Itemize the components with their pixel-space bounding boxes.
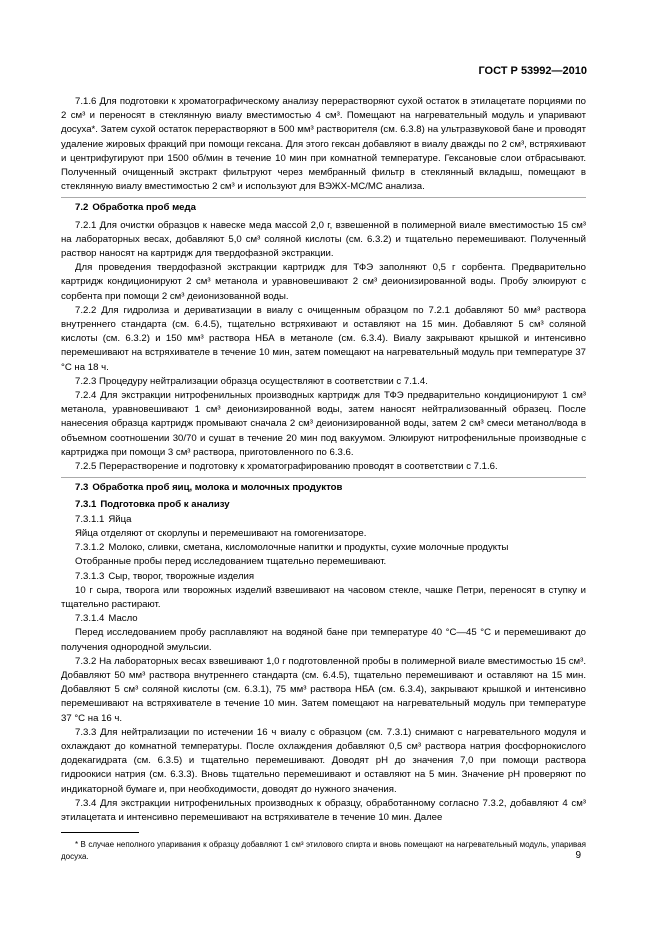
section-title: Подготовка проб к анализу <box>100 499 230 511</box>
paragraph-7-3-3: 7.3.3 Для нейтрализации по истечении 16 ч виалу с образцом (см. 7.3.1) снимают с нагревательного модуля и охлаждают до комнатной температуры. После охлаждения добавляют 0,5 см³ раствора натрия фосфорнокислого додекагидрата (см. 6.3.5) и тщательно перемешивают. Доводят рН до значения 7,0 при помощи раствора гидроокиси натрия (см. 6.3.3). Вновь тщательно перемешивают и оставляют на 5 мин. Значение рН проверяют по индикаторной бумаге и, при необходимости, доводят до нужного значения. <box>61 726 586 795</box>
subsection-7-3-1-4 <box>61 612 586 626</box>
subsection-number: 7.3.1.1 <box>75 513 105 525</box>
subsection-number: 7.3.1.2 <box>75 542 105 554</box>
paragraph-7-3-4: 7.3.4 Для экстракции нитрофенильных производных к образцу, обработанному согласно 7.3.2, добавляют 4 см³ этилацетата и интенсивно перемешивают на встряхивателе в течение 10 мин. Далее <box>61 797 586 823</box>
subsection-number: 7.3.1.3 <box>75 570 105 582</box>
subsection-title: Молоко, сливки, сметана, кисломолочные напитки и продукты, сухие молочные продукты <box>108 542 509 554</box>
document-body <box>61 95 586 863</box>
separator <box>61 197 586 198</box>
footnote-rule <box>61 832 139 833</box>
paragraph-7-2-1: 7.2.1 Для очистки образцов к навеске меда массой 2,0 г, взвешенной в полимерной виале вместимостью 15 см³ на лабораторных весах, добавляют 5,0 см³ соляной кислоты (см. 6.3.2) и тщательно перемешивают. Полученный раствор наносят на картридж для твердофазной экстракции. <box>61 219 586 260</box>
paragraph-7-2-5: 7.2.5 Перерастворение и подготовку к хроматографированию проводят в соответствии с 7.1.6. <box>75 461 498 473</box>
section-number: 7.2 <box>75 202 89 214</box>
paragraph-7-1-6: 7.1.6 Для подготовки к хроматографическому анализу перерастворяют сухой остаток в этилацетате порциями по 2 см³ и переносят в стеклянную виалу вместимостью 4 см³. Помещают на нагревательный модуль и упаривают досуха*. Затем сухой остаток перерастворяют в 500 мм³ растворителя (см. 6.3.8) на ультразвуковой бане и проводят удаление жировых фракций при помощи гексана. Для этого гексан добавляют в виалу дважды по 2 см³, встряхивают и центрифугируют при 1500 об/мин в течение 10 мин при комнатной температуре. Гексановые слои отбрасывают. Полученный очищенный экстракт фильтруют через мембранный фильтр в стеклянный вкладыш, помещают в стеклянную виалу вместимостью 2 см³ и используют для ВЭЖХ-МС/МС анализа. <box>61 96 586 193</box>
paragraph-7-3-1-2: Отобранные пробы перед исследованием тщательно перемешивают. <box>75 556 387 568</box>
section-heading-7-2 <box>61 201 586 215</box>
subsection-7-3-1-3 <box>61 570 586 584</box>
paragraph-7-2-1-continued: Для проведения твердофазной экстракции картридж для ТФЭ заполняют 0,5 г сорбента. Предварительно картридж кондиционируют 2 см³ метанола и уравновешивают 2 см³ деионизированной воды. Пробу элюируют с сорбента при помощи 2 см³ деионизованной воды. <box>61 262 586 302</box>
separator <box>61 477 586 478</box>
section-number: 7.3 <box>75 482 89 494</box>
subsection-7-3-1-2 <box>61 541 586 555</box>
paragraph-7-3-1-3: 10 г сыра, творога или творожных изделий взвешивают на часовом стекле, чашке Петри, переносят в ступку и тщательно растирают. <box>61 584 586 610</box>
section-title: Обработка проб яиц, молока и молочных продуктов <box>92 482 343 494</box>
subsection-number: 7.3.1.4 <box>75 613 105 625</box>
subsection-title: Масло <box>108 613 138 625</box>
footnote: * В случае неполного упаривания к образцу добавляют 1 см³ этилового спирта и вновь помещают на нагревательный модуль, упаривая досуха. <box>61 840 586 862</box>
section-number: 7.3.1 <box>75 499 97 511</box>
paragraph-7-3-1-1: Яйца отделяют от скорлупы и перемешивают на гомогенизаторе. <box>75 527 367 539</box>
paragraph-7-2-2: 7.2.2 Для гидролиза и дериватизации в виалу с очищенным образцом по 7.2.1 добавляют 50 мм³ раствора внутреннего стандарта (см. 6.4.5), тщательно встряхивают и оставляют на 15 мин. Добавляют 5 см³ соляной кислоты (см. 6.3.2) и 150 мм³ раствора НБА в метаноле (см. 6.3.4). Виалу закрывают крышкой и интенсивно перемешивают на встряхивателе в течение 10 мин, затем помещают на нагревательный модуль при температуре 37 °С на 18 ч. <box>61 304 586 373</box>
subsection-title: Сыр, творог, творожные изделия <box>108 570 255 582</box>
paragraph-7-2-3: 7.2.3 Процедуру нейтрализации образца осуществляют в соответствии с 7.1.4. <box>75 375 428 387</box>
paragraph-7-2-4: 7.2.4 Для экстракции нитрофенильных производных картридж для ТФЭ предварительно кондиционируют 1 см³ метанола, уравновешивают 1 см³ деионизированной воды, затем наносят нейтрализованный образец. После нанесения образца картридж промывают сначала 2 см³ деионизированной воды, затем 2 см³ смеси метанол/вода в объемном соотношении 30/70 и сушат в течение 20 мин под вакуумом. Элюируют нитрофенильные производные с картриджа при помощи 3 см³ раствора, приготовленного по 6.3.6. <box>61 390 586 458</box>
section-title: Обработка проб меда <box>92 202 196 214</box>
standard-header: ГОСТ Р 53992—2010 <box>478 65 587 77</box>
section-heading-7-3 <box>61 481 586 495</box>
subsection-title: Яйца <box>108 513 132 525</box>
paragraph-7-3-1-4: Перед исследованием пробу расплавляют на водяной бане при температуре 40 °С—45 °С и перемешивают до получения однородной эмульсии. <box>61 627 586 653</box>
subsection-7-3-1-1 <box>61 513 586 527</box>
page-number: 9 <box>575 850 581 861</box>
section-heading-7-3-1 <box>61 498 586 512</box>
paragraph-7-3-2: 7.3.2 На лабораторных весах взвешивают 1,0 г подготовленной пробы в полимерной виале вместимостью 15 см³. Добавляют 50 мм³ раствора внутреннего стандарта (см. 6.4.5), тщательно перемешивают и оставляют на 15 мин. Добавляют 5 см³ соляной кислоты (см. 6.3.1), 75 мм³ раствора НБА (см. 6.3.4), закрывают крышкой и интенсивно перемешивают на встряхивателе в течение 10 мин. Затем помещают на нагревательный модуль при температуре 37 °С на 16 ч. <box>61 655 586 724</box>
